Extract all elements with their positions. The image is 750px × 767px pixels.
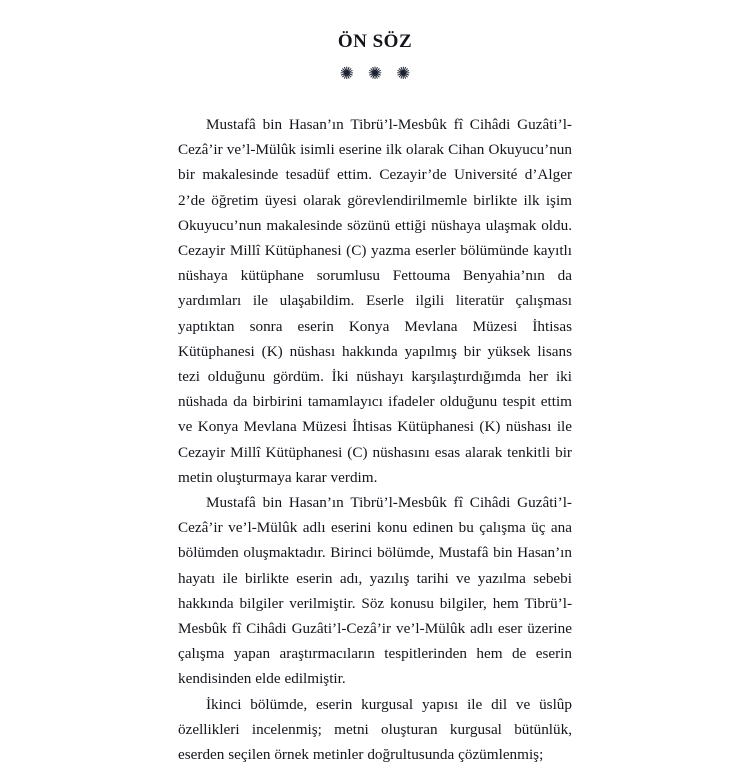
pinwheel-rosette-ornament-icon: ✺ xyxy=(396,64,411,84)
pinwheel-rosette-ornament-icon: ✺ xyxy=(367,64,383,84)
pinwheel-rosette-ornament-icon: ✺ xyxy=(339,64,354,84)
ornament-divider xyxy=(0,66,750,83)
body-paragraph: Mustafâ bin Hasan’ın Tibrü’l-Mesbûk fî Cihâdi Guzâti’l-Cezâ’ir ve’l-Mülûk isimli eserine ilk olarak Cihan Okuyucu’nun bir makalesinde tesadüf ettim. Cezayir’de Université d’Alger 2’de öğretim üyesi olarak görevlendirilmemle birlikte ilk işim Okuyucu’nun makalesinde sözünü ettiği nüshaya ulaşmak oldu. Cezayir Millî Kütüphanesi (C) yazma eserler bölümünde kayıtlı nüshaya kütüphane sorumlusu Fettouma Benyahia’nın da yardımları ile ulaşabildim. Eserle ilgili literatür çalışması yaptıktan sonra eserin Konya Mevlana Müzesi İhtisas Kütüphanesi (K) nüshası hakkında yapılmış bir yüksek lisans tezi olduğunu gördüm. İki nüshayı karşılaştırdığımda her iki nüshada da birbirini tamamlayıcı ifadeler olduğunu tespit ettim ve Konya Mevlana Müzesi İhtisas Kütüphanesi (K) nüshası ile Cezayir Millî Kütüphanesi (C) nüshasını esas alarak tenkitli bir metin oluşturmaya karar verdim. xyxy=(178,116,572,486)
body-text-column xyxy=(178,112,572,767)
page-title: ÖN SÖZ xyxy=(337,30,413,52)
body-paragraph: İkinci bölümde, eserin kurgusal yapısı ile dil ve üslûp özellikleri incelenmiş; metni oluşturan kurgusal bütünlük, eserden seçilen örnek metinler doğrultusunda çözümlenmiş; xyxy=(178,695,572,764)
body-paragraph: Mustafâ bin Hasan’ın Tibrü’l-Mesbûk fî Cihâdi Guzâti’l-Cezâ’ir ve’l-Mülûk adlı eserini konu edinen bu çalışma üç ana bölümden oluşmaktadır. Birinci bölümde, Mustafâ bin Hasan’ın hayatı ile birlikte eserin adı, yazılış tarihi ve yazılma sebebi hakkında bilgiler verilmiştir. Söz konusu bilgiler, hem Tibrü’l-Mesbûk fî Cihâdi Guzâti’l-Cezâ’ir ve’l-Mülûk adlı eser üzerine çalışma yapan araştırmacıların tespitlerinden hem de eserin kendisinden elde edilmiştir. xyxy=(178,494,572,688)
